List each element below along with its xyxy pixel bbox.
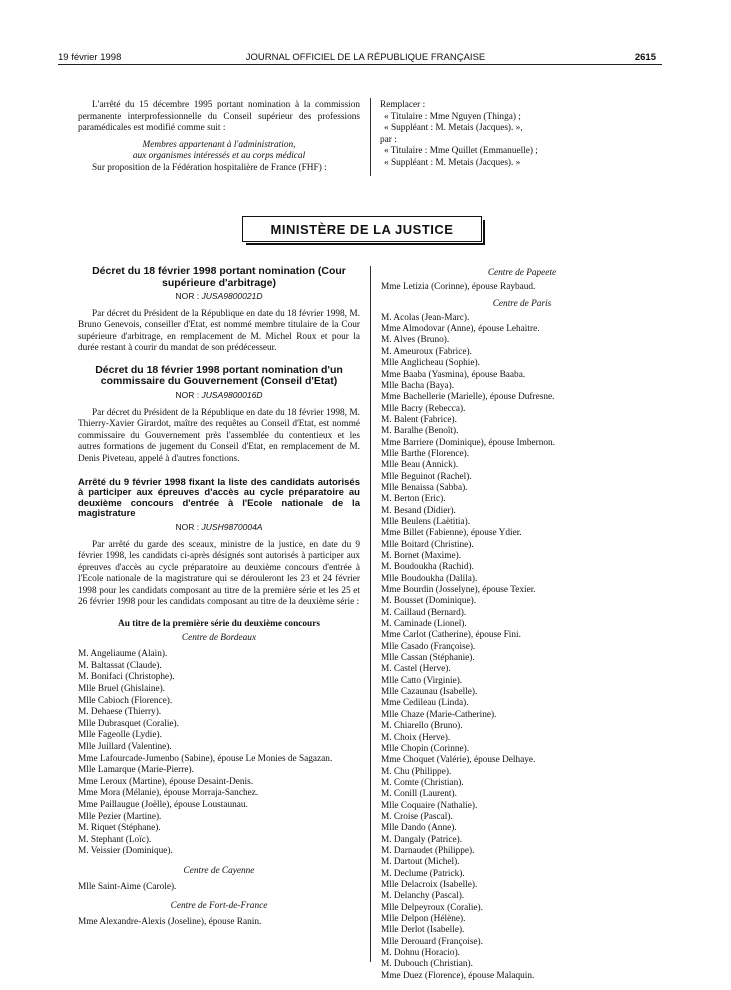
- decree1-nor-code: JUSA9800021D: [201, 291, 263, 301]
- list-item: M. Baralhe (Benoît).: [381, 426, 459, 437]
- list-item: M. Comte (Christian).: [381, 777, 464, 788]
- list-item: Mme Duez (Florence), épouse Malaquin.: [381, 970, 535, 981]
- decree2-nor-label: NOR :: [175, 389, 200, 400]
- list-item: Mlle Casado (Françoise).: [381, 641, 476, 652]
- top-right-line: par :: [380, 134, 397, 145]
- list-item: M. Veissier (Dominique).: [78, 846, 173, 857]
- top-left-block: [78, 100, 360, 175]
- list-item: M. Alves (Bruno).: [381, 335, 450, 346]
- top-left-intro: L'arrêté du 15 décembre 1995 portant nomination à la commission permanente interprofessionnelle du Conseil supérieur des professions paramédicales est modifié comme suit :: [78, 100, 360, 134]
- list-item: Mlle Dubrasquet (Coralie).: [78, 718, 179, 729]
- list-item: Mlle Cazaunau (Isabelle).: [381, 687, 478, 698]
- list-item: M. Bonifaci (Christophe).: [78, 672, 175, 683]
- decree1-title: Décret du 18 février 1998 portant nomination (Cour supérieure d'arbitrage): [92, 265, 346, 289]
- list-item: M. Stephant (Loïc).: [78, 834, 152, 845]
- decree1-nor: [78, 291, 360, 303]
- list-item: Mlle Chopin (Corinne).: [381, 743, 470, 754]
- list-item: Mlle Cabioch (Florence).: [78, 695, 173, 706]
- list-item: Mlle Beau (Annick).: [381, 460, 459, 471]
- list-item: M. Darnaudet (Philippe).: [381, 845, 475, 856]
- top-right-block: [380, 100, 660, 170]
- header-rule: [58, 64, 662, 65]
- decree2-body: Par décret du Président de la République en date du 18 février 1998, M. Thierry-Xavier Girardot, maître des requêtes au Conseil d'Etat, est nommé commissaire du Gouvernement près l'assemblée du contentieux et les autres formations de jugement du Conseil d'Etat, en remplacement de M. Denis Piveteau, appelé à d'autres fonctions.: [78, 407, 360, 464]
- list-item: M. Caminade (Lionel).: [381, 619, 467, 630]
- header-date: 19 février 1998: [58, 52, 122, 63]
- list-item: M. Besand (Didier).: [381, 505, 456, 516]
- list-item: M. Declume (Patrick).: [381, 868, 465, 879]
- list-item: M. Baltassat (Claude).: [78, 660, 162, 671]
- centre-bordeaux-list: [78, 649, 360, 858]
- list-item: M. Bousset (Dominique).: [381, 596, 477, 607]
- list-item: Mme Letizia (Corinne), épouse Raybaud.: [381, 281, 536, 292]
- list-item: Mlle Bacha (Baya).: [381, 380, 455, 391]
- header-journal-title: JOURNAL OFFICIEL DE LA RÉPUBLIQUE FRANÇAISE: [245, 52, 486, 63]
- decree1-nor-label: NOR :: [175, 291, 200, 301]
- ministry-heading-box: MINISTÈRE DE LA JUSTICE: [242, 216, 482, 242]
- list-item: M. Castel (Herve).: [381, 664, 451, 675]
- decree2-title: Décret du 18 février 1998 portant nomination d'un commissaire du Gouvernement (Conseil d'Etat): [95, 363, 343, 388]
- list-item: Mlle Bacry (Rebecca).: [381, 403, 466, 414]
- list-item: Mme Bourdin (Josselyne), épouse Texier.: [381, 585, 536, 596]
- list-item: Mlle Juillard (Valentine).: [78, 742, 172, 752]
- list-item: M. Delanchy (Pascal).: [381, 891, 465, 902]
- list-item: M. Dangaly (Patrice).: [381, 834, 463, 845]
- top-right-line: « Suppléant : M. Metais (Jacques). »: [384, 157, 521, 168]
- list-item: Mme Carlot (Catherine), épouse Fini.: [381, 630, 521, 641]
- list-item: Mlle Barthe (Florence).: [381, 448, 470, 459]
- top-right-line: Remplacer :: [380, 100, 426, 110]
- top-left-proposal: Sur proposition de la Fédération hospitalière de France (FHF) :: [92, 162, 327, 173]
- list-item: M. Dartout (Michel).: [381, 857, 460, 868]
- list-item: M. Boudoukha (Rachid).: [381, 562, 474, 573]
- list-item: Mme Cedileau (Linda).: [381, 698, 469, 709]
- list-item: Mme Bachellerie (Marielle), épouse Dufresne.: [381, 392, 555, 403]
- list-item: M. Angeliaume (Alain).: [78, 649, 168, 660]
- list-item: M. Balent (Fabrice).: [381, 414, 457, 425]
- column-divider-top: [370, 98, 371, 176]
- list-item: Mlle Saint-Aime (Carole).: [78, 881, 177, 892]
- list-item: Mlle Delacroix (Isabelle).: [381, 879, 478, 890]
- list-item: M. Croise (Pascal).: [381, 811, 453, 822]
- list-item: Mme Almodovar (Anne), épouse Lehaitre.: [381, 324, 540, 335]
- centre-papeete-heading: Centre de Papeete: [487, 268, 557, 278]
- centre-paris-list: [381, 313, 663, 982]
- list-item: Mme Leroux (Martine), épouse Desaint-Denis.: [78, 776, 254, 787]
- list-item: Mlle Bruel (Ghislaine).: [78, 684, 166, 695]
- list-item: Mlle Boitard (Christine).: [381, 539, 474, 550]
- list-item: Mlle Catto (Virginie).: [381, 675, 463, 686]
- decree1-body: Par décret du Président de la République en date du 18 février 1998, M. Bruno Genevois, conseiller d'Etat, est nommé membre titulaire de la Cour supérieure d'arbitrage, en remplacement de M. Michel Roux et pour la durée restant à courir du mandat de son prédécesseur.: [78, 308, 360, 354]
- list-item: Mlle Coquaire (Nathalie).: [381, 800, 478, 811]
- list-item: Mme Mora (Mélanie), épouse Morraja-Sanchez.: [78, 788, 259, 799]
- list-item: M. Caillaud (Bernard).: [381, 607, 467, 618]
- list-item: Mme Choquet (Valérie), épouse Delhaye.: [381, 755, 536, 766]
- list-item: Mlle Derouard (Françoise).: [381, 936, 483, 947]
- list-item: Mme Alexandre-Alexis (Joseline), épouse Ranin.: [78, 916, 262, 927]
- centre-cayenne-heading: Centre de Cayenne: [183, 865, 255, 876]
- arrete-nor: [78, 522, 360, 534]
- list-item: Mme Billet (Fabienne), épouse Ydier.: [381, 528, 522, 539]
- list-item: Mlle Beulens (Laëtitia).: [381, 516, 471, 527]
- list-item: M. Bornet (Maxime).: [381, 551, 462, 561]
- top-right-line: « Titulaire : Mme Nguyen (Thinga) ;: [384, 111, 521, 122]
- list-item: Mlle Benaissa (Sabba).: [381, 482, 468, 493]
- list-item: Mlle Fageolle (Lydie).: [78, 730, 162, 741]
- list-item: Mlle Lamarque (Marie-Pierre).: [78, 765, 194, 776]
- arrete-nor-label: NOR :: [175, 521, 200, 532]
- centre-fort-de-france-heading: Centre de Fort-de-France: [170, 901, 268, 912]
- list-item: Mlle Beguinot (Rachel).: [381, 471, 472, 482]
- list-item: Mlle Cassan (Stéphanie).: [381, 653, 475, 664]
- list-item: Mme Barriere (Dominique), épouse Imbernon.: [381, 437, 556, 448]
- list-item: Mme Paillaugue (Joëlle), épouse Loustaunau.: [78, 799, 248, 810]
- top-left-heading-2: aux organismes intéressés et au corps médical: [132, 151, 306, 162]
- list-item: M. Dohnu (Horacio).: [381, 948, 461, 959]
- arrete-body: Par arrêté du garde des sceaux, ministre de la justice, en date du 9 février 1998, les candidats ci-après désignés sont autorisés à participer aux épreuves d'accès au cycle préparatoire au deuxième concours d'entrée à l'Ecole nationale de la magistrature qui se dérouleront les 23 et 24 février 1998 pour les candidats composant au titre de la première série et les 25 et 26 février 1998 pour les candidats composant au titre de la deuxième série :: [78, 539, 360, 608]
- list-item: M. Acolas (Jean-Marc).: [381, 312, 470, 323]
- list-item: M. Ameuroux (Fabrice).: [381, 346, 472, 357]
- top-right-line: « Titulaire : Mme Quillet (Emmanuelle) ;: [384, 146, 538, 157]
- list-item: M. Chu (Philippe).: [381, 766, 452, 777]
- decree2-nor: [78, 390, 360, 402]
- list-item: Mlle Anglicheau (Sophie).: [381, 358, 480, 369]
- list-item: Mme Lafourcade-Jumenbo (Sabine), épouse Le Monies de Sagazan.: [78, 753, 333, 764]
- list-item: Mlle Boudoukha (Dalila).: [381, 573, 478, 584]
- list-item: Mlle Chaze (Marie-Catherine).: [381, 709, 497, 720]
- right-column: [381, 268, 663, 982]
- left-column: [78, 266, 360, 928]
- series-heading: Au titre de la première série du deuxième concours: [118, 619, 320, 630]
- list-item: M. Riquet (Stéphane).: [78, 823, 161, 834]
- list-item: M. Choix (Herve).: [381, 732, 451, 743]
- top-left-heading-1: Membres appartenant à l'administration,: [142, 139, 296, 150]
- centre-bordeaux-heading: Centre de Bordeaux: [181, 632, 257, 643]
- list-item: Mlle Delpeyroux (Coralie).: [381, 902, 483, 913]
- arrete-nor-code: JUSH9870004A: [201, 521, 263, 532]
- list-item: M. Berton (Eric).: [381, 494, 446, 505]
- list-item: M. Dubouch (Christian).: [381, 959, 473, 970]
- list-item: M. Dehaese (Thierry).: [78, 707, 162, 718]
- centre-paris-heading: Centre de Paris: [492, 299, 552, 310]
- top-right-line: « Suppléant : M. Metais (Jacques). »,: [384, 123, 523, 134]
- list-item: M. Chiarello (Bruno).: [381, 721, 463, 732]
- header-page-number: 2615: [634, 52, 656, 63]
- column-divider: [370, 266, 371, 962]
- list-item: Mme Baaba (Yasmina), épouse Baaba.: [381, 369, 526, 380]
- list-item: M. Conill (Laurent).: [381, 789, 457, 800]
- list-item: Mlle Pezier (Martine).: [78, 811, 162, 822]
- decree2-nor-code: JUSA9800016D: [201, 389, 263, 400]
- list-item: Mlle Dando (Anne).: [381, 823, 457, 834]
- arrete-title: Arrêté du 9 février 1998 fixant la liste des candidats autorisés à participer aux épreuves d'accès au cycle préparatoire au deuxième concours d'entrée à l'Ecole nationale de la magistrature: [78, 476, 360, 520]
- list-item: Mlle Delpon (Hélène).: [381, 914, 466, 924]
- list-item: Mlle Derlot (Isabelle).: [381, 925, 465, 936]
